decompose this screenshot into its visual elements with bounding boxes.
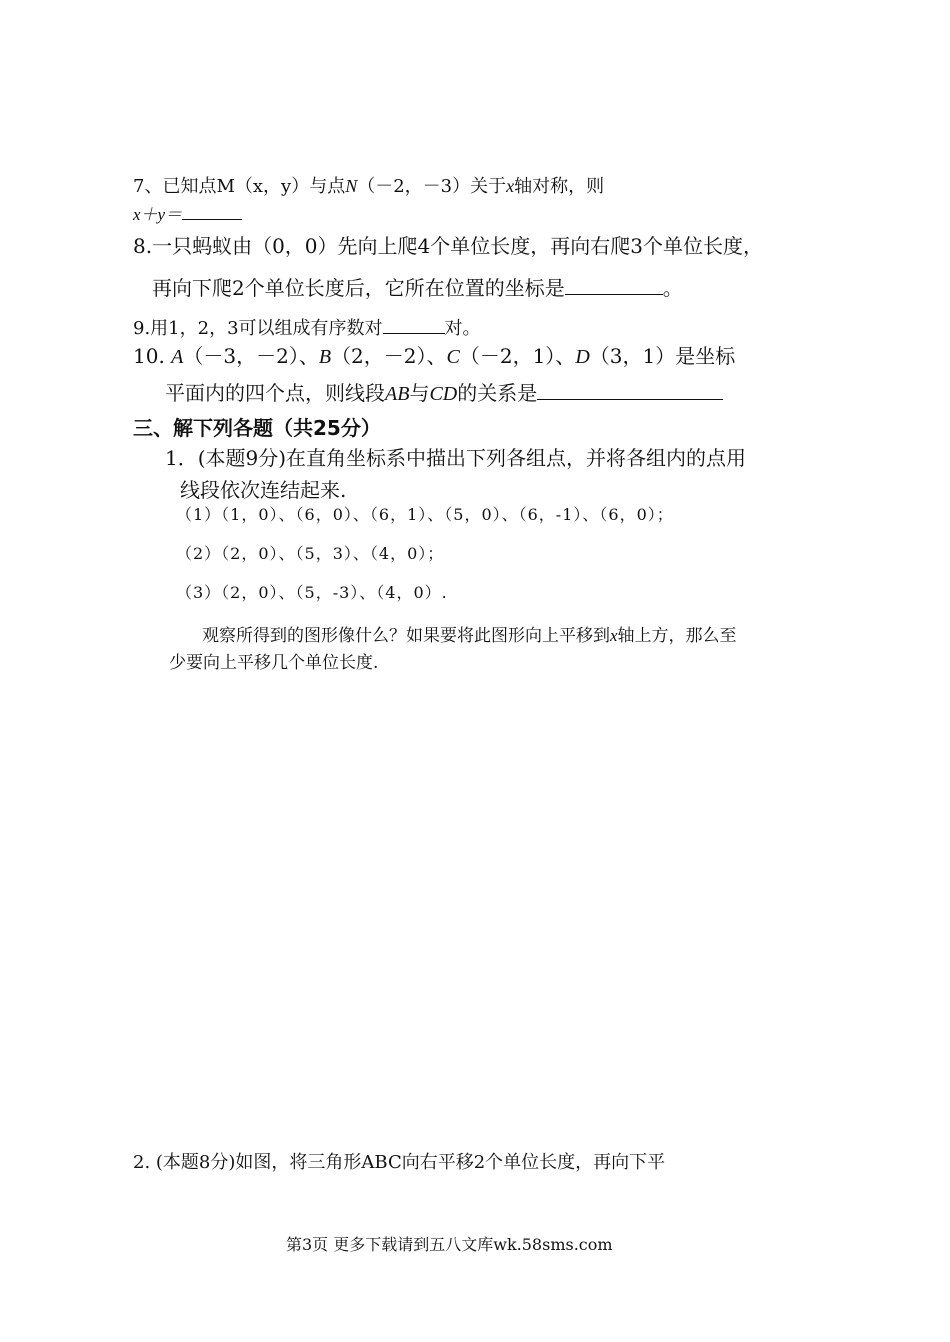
section3-heading: 三、解下列各题（共25分）	[133, 416, 381, 440]
q8-period: 。	[662, 276, 683, 300]
q9-answer-blank[interactable]	[383, 315, 445, 334]
q7-axis-x: x	[506, 176, 515, 196]
q9-line	[133, 314, 481, 340]
q8-line1: 8.一只蚂蚁由（0，0）先向上爬4个单位长度，再向右爬3个单位长度，	[133, 234, 763, 258]
q10-point-c: C	[446, 346, 460, 368]
q7-text-end: 轴对称，则	[514, 176, 605, 197]
p1-observe-text: 观察所得到的图形像什么？如果要将此图形向上平移到	[202, 626, 610, 646]
q9-text: 9.用1，2，3可以组成有序数对	[133, 318, 383, 339]
q10-line2	[165, 377, 723, 406]
p1-group2: （2）（2，0）、（5，3）、（4，0）；	[176, 544, 445, 563]
p1-group3: （3）（2，0）、（5，-3）、（4，0）.	[176, 583, 448, 602]
p1-observe-line1	[202, 621, 737, 646]
q10-number: 10.	[133, 344, 165, 368]
q10-point-b: B	[318, 346, 332, 368]
q7-expression: x＋y＝	[133, 205, 183, 224]
q10-segment-cd: CD	[429, 383, 458, 405]
q7-text: 7、已知点M（x，y）与点	[133, 176, 346, 197]
q10-coord-b: （2，－2）、	[331, 344, 447, 368]
p1-line1: 1．(本题9分)在直角坐标系中描出下列各组点，并将各组内的点用	[165, 446, 747, 470]
q10-text-end: 的关系是	[457, 381, 538, 405]
q7-text-rest: （－2，－3）关于	[357, 176, 507, 197]
q10-segment-ab: AB	[385, 383, 410, 405]
q8-text: 再向下爬2个单位长度后，它所在位置的坐标是	[152, 276, 565, 300]
q8-line2	[152, 272, 683, 301]
q10-coord-d: （3，1）是坐标	[589, 344, 736, 368]
q8-answer-blank[interactable]	[565, 276, 663, 295]
q10-point-d: D	[575, 346, 590, 368]
q7-line1	[133, 172, 604, 198]
q10-coord-a: （－3，－2）、	[183, 344, 319, 368]
q10-line1	[133, 340, 735, 369]
p1-group1: （1）（1，0）、（6，0）、（6，1）、（5，0）、（6，-1）、（6，0）；	[176, 505, 674, 524]
q7-line2	[133, 200, 242, 225]
p2-line1: 2. (本题8分)如图，将三角形ABC向右平移2个单位长度，再向下平	[133, 1152, 666, 1173]
p1-observe-line2: 少要向上平移几个单位长度.	[169, 653, 379, 673]
p1-observe-end: 轴上方，那么至	[617, 626, 737, 646]
q10-text: 平面内的四个点，则线段	[165, 381, 385, 405]
page-footer: 第3页 更多下载请到五八文库wk.58sms.com	[286, 1235, 613, 1254]
q10-point-a: A	[171, 346, 184, 368]
q9-end: 对。	[444, 318, 481, 339]
q7-point-n: N	[345, 176, 358, 196]
q10-mid: 与	[409, 381, 430, 405]
q10-coord-c: （－2，1）、	[459, 344, 576, 368]
q10-answer-blank[interactable]	[537, 381, 723, 400]
q7-answer-blank[interactable]	[182, 201, 242, 220]
p1-line2: 线段依次连结起来.	[180, 478, 347, 502]
p1-observe-axis: x	[610, 626, 618, 645]
